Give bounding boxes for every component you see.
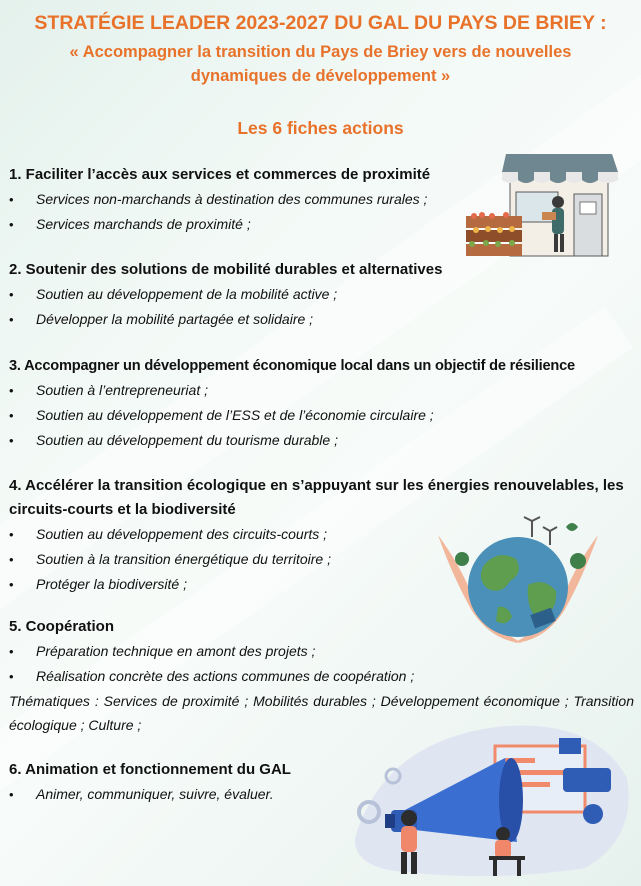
list-item: • Soutien à l’entrepreneuriat ; xyxy=(9,378,634,403)
action-sheet-list xyxy=(9,282,634,332)
list-item: • Soutien au développement du tourisme durable ; xyxy=(9,428,634,453)
action-sheet-list xyxy=(9,378,634,453)
list-item: • Soutien au développement de l’ESS et de l’économie circulaire ; xyxy=(9,403,634,428)
list-item: • Développer la mobilité partagée et solidaire ; xyxy=(9,307,634,332)
action-sheet-3 xyxy=(9,354,634,453)
document-subtitle: « Accompagner la transition du Pays de Briey vers de nouvelles dynamiques de développement » xyxy=(69,43,572,85)
list-item: • Soutien au développement de la mobilité active ; xyxy=(9,282,634,307)
list-item: • Services non-marchands à destination des communes rurales ; xyxy=(9,187,634,212)
action-sheet-heading: 2. Soutenir des solutions de mobilité durables et alternatives xyxy=(9,261,443,278)
action-sheet-heading: 1. Faciliter l’accès aux services et commerces de proximité xyxy=(9,166,431,183)
section-heading: Les 6 fiches actions xyxy=(237,118,404,138)
list-item: • Animer, communiquer, suivre, évaluer. xyxy=(9,782,634,807)
themes-note: Thématiques : Services de proximité ; Mobilités durables ; Développement économique ; Transition écologique ; Culture ; xyxy=(9,693,634,733)
action-sheet-heading: 6. Animation et fonctionnement du GAL xyxy=(9,761,291,778)
earth-hands-illustration xyxy=(432,515,604,649)
action-sheet-heading: 3. Accompagner un développement économique local dans un objectif de résilience xyxy=(9,358,575,374)
shop-illustration xyxy=(462,150,622,262)
action-sheet-heading: 5. Coopération xyxy=(9,618,115,635)
action-sheet-2 xyxy=(9,258,634,332)
action-sheet-heading: 4. Accélérer la transition écologique en s’appuyant sur les énergies renouvelables, les circuits-courts et la biodiversité xyxy=(9,477,624,518)
list-item: • Préparation technique en amont des projets ; xyxy=(9,639,634,664)
list-item: • Services marchands de proximité ; xyxy=(9,212,634,237)
list-item: • Réalisation concrète des actions communes de coopération ; xyxy=(9,664,634,689)
list-item: • Soutien au développement des circuits-courts ; xyxy=(9,522,634,547)
megaphone-illustration xyxy=(345,718,637,882)
list-item: • Soutien à la transition énergétique du territoire ; xyxy=(9,547,634,572)
list-item: • Protéger la biodiversité ; xyxy=(9,572,634,597)
document-title: STRATÉGIE LEADER 2023-2027 DU GAL DU PAYS DE BRIEY : xyxy=(34,12,607,34)
